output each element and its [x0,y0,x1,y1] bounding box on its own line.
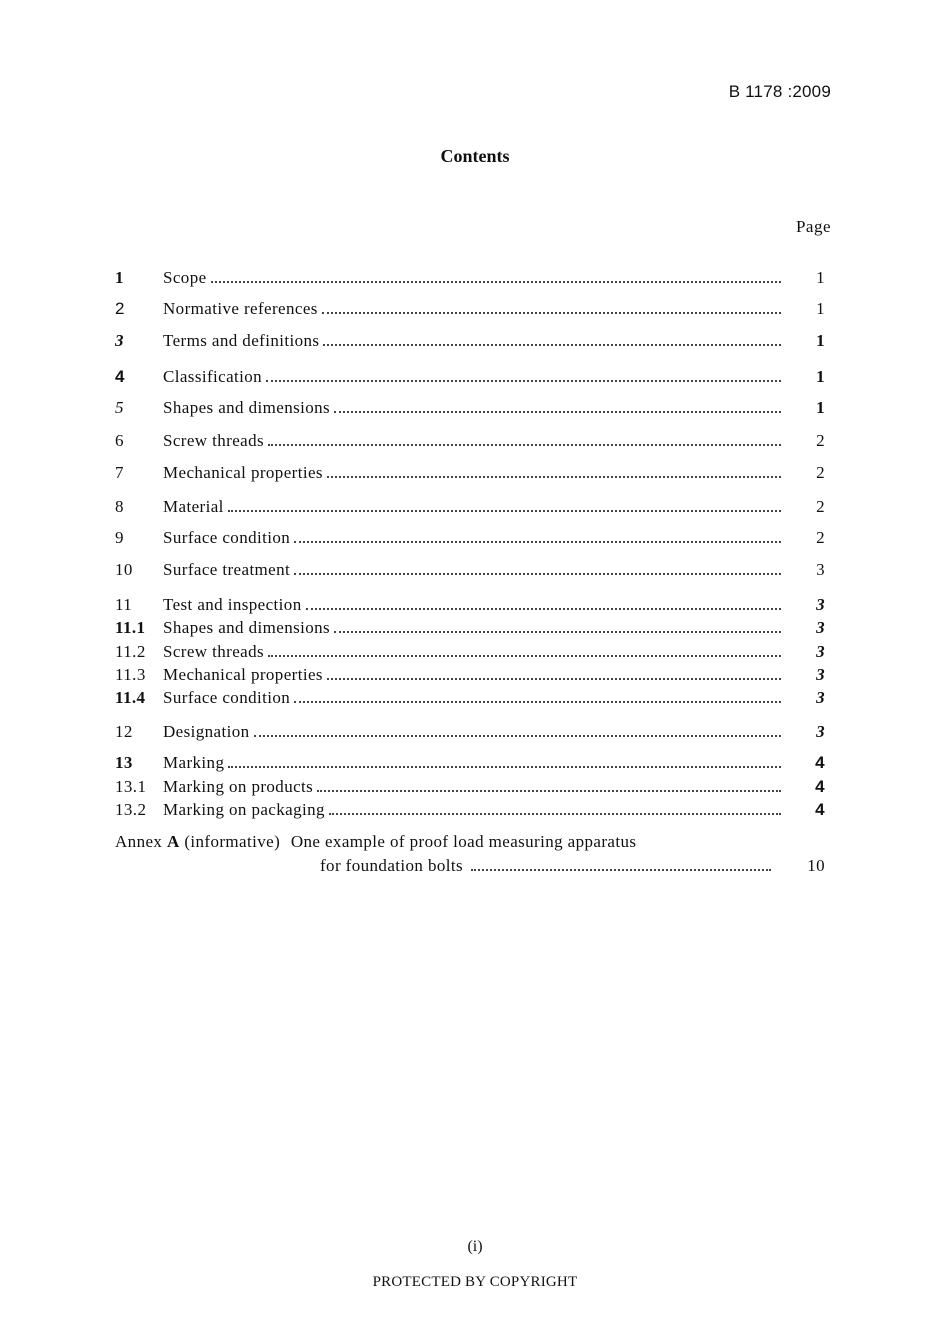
toc-page: 2 [816,497,825,516]
toc-label: Normative references [163,299,318,318]
page-number: (i) [467,1238,483,1255]
toc-leader-dots [327,678,781,680]
toc-label: Surface treatment [163,560,291,579]
toc-leader-dots [294,573,781,575]
toc-page: 3 [816,665,825,684]
toc-leader-dots [268,444,781,446]
toc-label: Shapes and dimensions [163,398,331,417]
toc-label: Screw threads [163,431,265,450]
toc-page: 4 [815,800,825,819]
toc-entry-9[interactable] [115,525,825,549]
toc-number: 13 [115,753,133,772]
toc-number: 5 [115,398,124,417]
toc-label: Surface condition [163,688,291,707]
toc-entry-3[interactable] [115,328,825,352]
toc-number: 10 [115,560,133,579]
toc-page: 3 [816,595,825,614]
toc-entry-10[interactable] [115,557,825,581]
annex-letter: A [166,832,180,851]
annex-type: (informative) [184,832,281,851]
toc-page: 4 [815,753,825,772]
toc-label: Classification [163,367,263,386]
toc-label: Surface condition [163,528,291,547]
toc-entry-13-2[interactable] [115,797,825,821]
toc-entry-11-1[interactable] [115,615,825,639]
toc-leader-dots [334,411,781,413]
toc-label: Material [163,497,224,516]
toc-label: Mechanical properties [163,463,323,482]
toc-leader-dots [266,380,781,382]
toc-leader-dots [228,510,781,512]
toc-label: Marking on packaging [163,800,325,819]
toc-label: Shapes and dimensions [163,618,331,637]
toc-page: 1 [816,331,825,350]
toc-entry-1[interactable] [115,265,825,289]
toc-number: 11.4 [115,688,146,707]
toc-entry-2[interactable] [115,296,825,320]
toc-leader-dots [294,541,781,543]
toc-entry-5[interactable] [115,395,825,419]
toc-label: Screw threads [163,642,265,661]
toc-entry-11-3[interactable] [115,662,825,686]
page-title: Contents [440,146,510,166]
toc-entry-4[interactable] [115,364,825,388]
toc-leader-dots [322,312,781,314]
toc-page: 3 [816,642,825,661]
toc-page: 3 [816,722,825,741]
toc-page: 2 [816,528,825,547]
toc-number: 8 [115,497,124,516]
toc-page: 1 [816,398,825,417]
toc-page: 1 [816,299,825,318]
toc-leader-dots [323,344,781,346]
toc-page: 4 [815,777,825,796]
toc-leader-dots [268,655,781,657]
toc-entry-annex-a[interactable] [115,832,636,852]
toc-number: 3 [115,331,124,350]
toc-number: 9 [115,528,124,547]
toc-number: 13.1 [115,777,147,796]
copyright-notice: PROTECTED BY COPYRIGHT [372,1274,578,1290]
toc-leader-dots [254,735,781,737]
toc-number: 11.2 [115,642,146,661]
toc-page: 1 [816,367,825,386]
standard-number: B 1178 :2009 [728,82,831,101]
toc-number: 11.1 [115,618,146,637]
toc-page: 2 [816,431,825,450]
toc-label: Terms and definitions [163,331,320,350]
toc-number: 2 [115,299,125,318]
toc-leader-dots [334,631,781,633]
toc-leader-dots [306,608,781,610]
toc-page: 10 [807,856,825,875]
toc-number: 11 [115,595,133,614]
toc-page: 3 [816,560,825,579]
toc-leader-dots [294,701,781,703]
toc-leader-dots [228,766,781,768]
toc-label: Marking [163,753,225,772]
toc-entry-7[interactable] [115,460,825,484]
toc-page: 1 [816,268,825,287]
toc-number: 13.2 [115,800,147,819]
toc-page: 3 [816,618,825,637]
toc-label: Designation [163,722,250,741]
toc-leader-dots [211,281,781,283]
toc-label: Marking on products [163,777,314,796]
toc-number: 1 [115,268,124,287]
toc-number: 11.3 [115,665,146,684]
toc-page: 3 [816,688,825,707]
toc-label: Test and inspection [163,595,302,614]
page-column-heading: Page [795,217,831,236]
toc-number: 6 [115,431,124,450]
toc-number: 7 [115,463,124,482]
toc-entry-8[interactable] [115,494,825,518]
annex-title-line2: for foundation bolts [320,856,464,875]
toc-label: Scope [163,268,207,287]
annex-title-line1: One example of proof load measuring apparatus [290,832,637,851]
toc-number: 12 [115,722,133,741]
annex-prefix: Annex [115,832,163,851]
toc-entry-11[interactable] [115,592,825,616]
toc-number: 4 [115,367,125,386]
toc-leader-dots [317,790,781,792]
toc-entry-13-1[interactable] [115,774,825,798]
toc-entry-12[interactable] [115,719,825,743]
toc-entry-6[interactable] [115,428,825,452]
toc-entry-11-4[interactable] [115,685,825,709]
toc-entry-13[interactable] [115,750,825,774]
toc-leader-dots [329,813,781,815]
toc-label: Mechanical properties [163,665,323,684]
toc-leader-dots [471,869,771,871]
toc-entry-11-2[interactable] [115,639,825,663]
toc-entry-annex-a-continued[interactable] [320,853,825,877]
toc-page: 2 [816,463,825,482]
toc-leader-dots [327,476,781,478]
